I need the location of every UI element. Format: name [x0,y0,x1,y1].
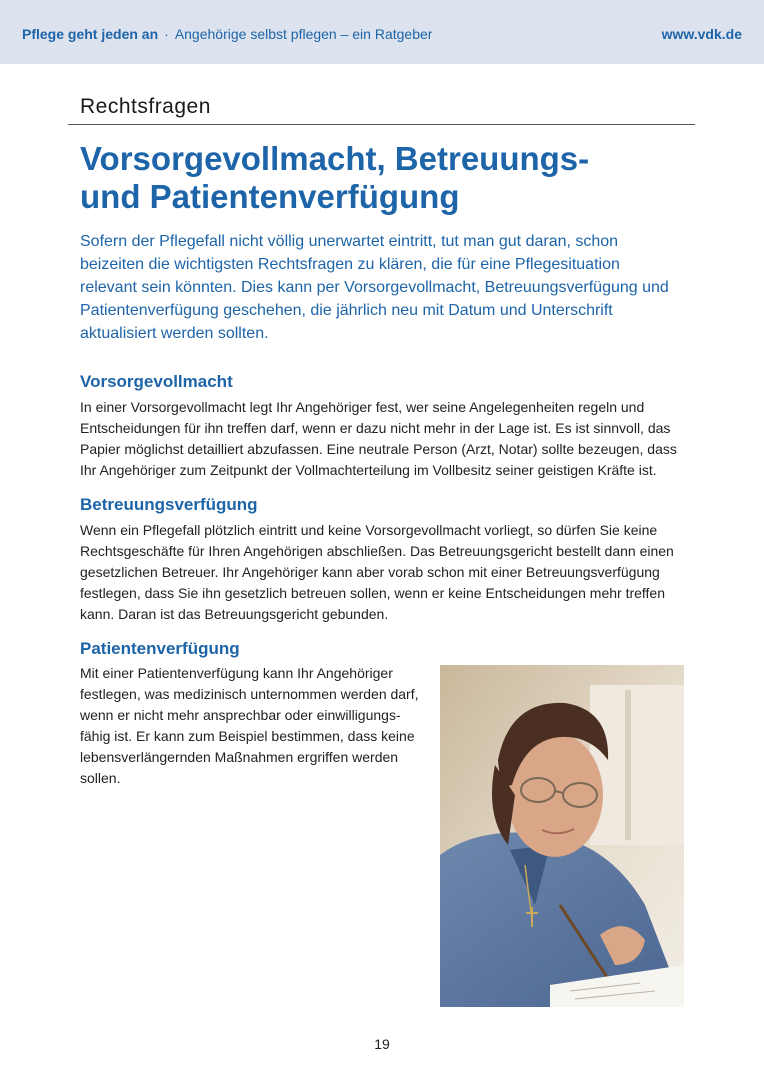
section-label: Rechtsfragen [80,95,211,118]
page-number: 19 [374,1036,390,1052]
brochure-series-title: Pflege geht jeden an [22,26,159,42]
text-vorsorgevollmacht: In einer Vorsorgevollmacht legt Ihr Angehöriger fest, wer seine Angelegenheiten regeln und Entscheidungen für ihn treffen darf, wenn er dazu nicht mehr in der Lage ist. Es ist sinnvoll, das Papier möglichst detailliert abzufassen. Eine neutrale Person (Arzt, Notar) sollte bezeugen, dass Ihr Angehöriger zum Zeitpunkt der Vollmachterteilung im Vollbesitz seiner geistigen Kräfte ist. [80,399,677,478]
page-title-line-1: Vorsorgevollmacht, Betreuungs- [80,140,590,177]
page-title [80,140,700,216]
section-divider [68,124,695,125]
text-betreuungsverfuegung: Wenn ein Pflegefall plötzlich eintritt und keine Vorsorgevollmacht vorliegt, so dürfen Sie keine Rechtsgeschäfte für Ihren Angehörigen abschließen. Das Betreuungsgericht bestellt dann einen gesetzlichen Betreuer. Ihr Angehöriger kann aber vorab schon mit einer Betreuungsverfügung festlegen, dass Sie ihn gesetzlich betreuen sollen, wenn er keine Entscheidungen mehr treffen kann. Daran ist das Betreuungsgericht gebunden. [80,522,674,622]
heading-betreuungsverfuegung: Betreuungsverfügung [80,495,258,514]
photo-elderly-woman-writing [440,665,684,1007]
page-title-line-2: und Patientenverfügung [80,178,460,215]
header-separator: · [164,26,169,42]
heading-vorsorgevollmacht: Vorsorgevollmacht [80,372,233,391]
text-patientenverfuegung: Mit einer Patientenverfügung kann Ihr Angehöriger festlegen, was medizinisch unternommen werden darf, wenn er nicht mehr ansprechbar oder einwilligungs-fähig ist. Er kann zum Beispiel bestimmen, dass keine lebensverlängernden Maßnahmen ergriffen werden sollen. [80,665,419,786]
website-link[interactable]: www.vdk.de [661,26,742,42]
header-title [22,26,432,42]
lead-paragraph: Sofern der Pflegefall nicht völlig unerwartet eintritt, tut man gut daran, schon beizeiten die wichtigsten Rechtsfragen zu klären, die für eine Pflegesituation relevant sein könnten. Dies kann per Vorsorgevollmacht, Betreuungsverfügung und Patientenverfügung geschehen, die jährlich neu mit Datum und Unterschrift aktualisiert werden sollten. [80,233,669,342]
header-band [0,0,764,64]
brochure-subtitle: Angehörige selbst pflegen – ein Ratgeber [174,26,433,42]
heading-patientenverfuegung: Patientenverfügung [80,639,240,658]
